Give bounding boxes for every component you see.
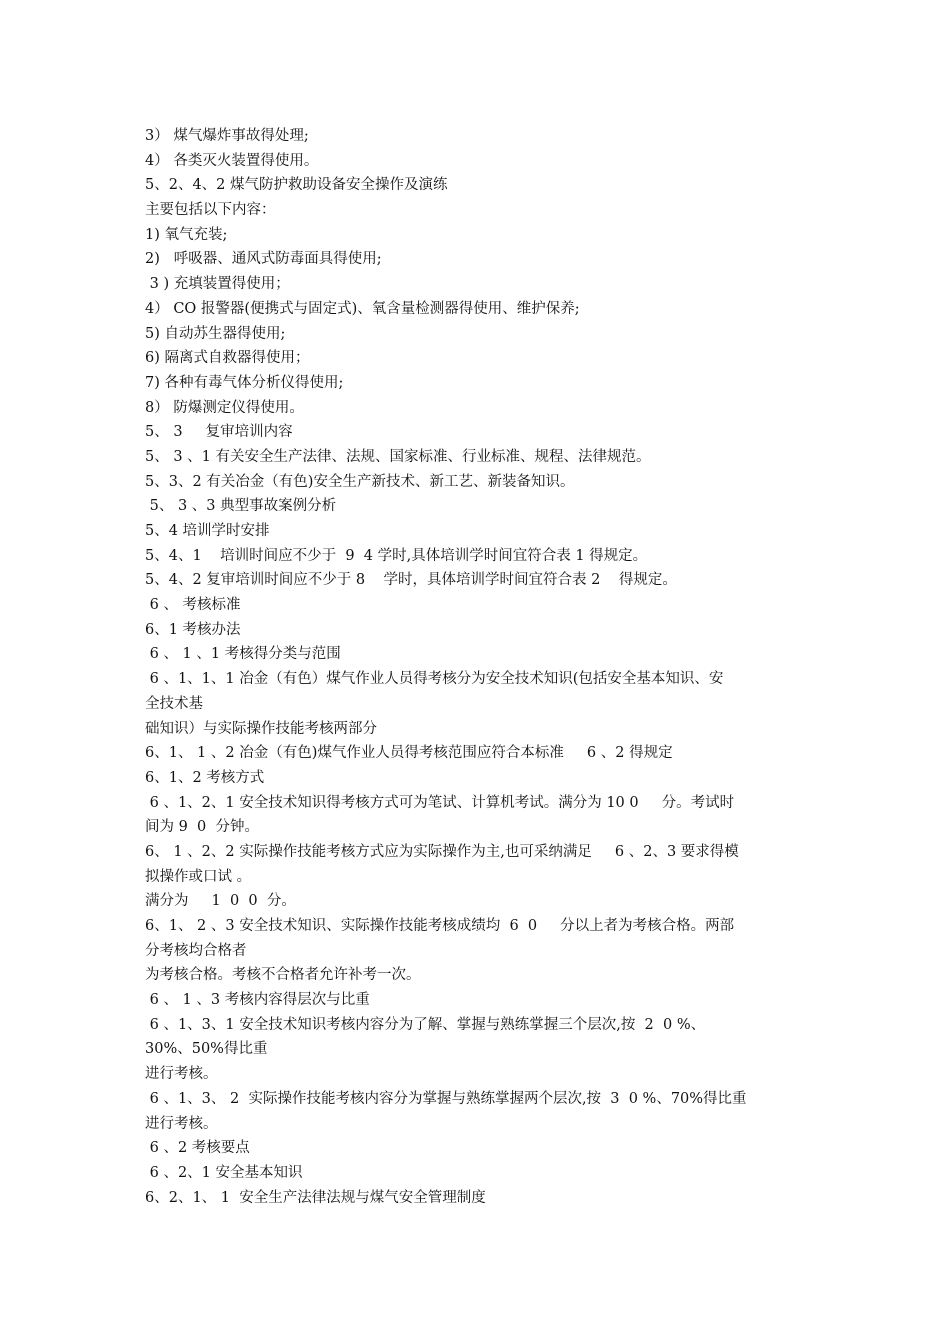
text-line: 分考核均合格者 [145,942,247,959]
text-line: 5、4、1 培训时间应不少于 9 4 学时,具体培训学时间宜符合表 1 得规定。 [145,547,648,564]
text-line: 6 、1、2、1 安全技术知识得考核方式可为笔试、计算机考试。满分为 10 0 分。考试时 [145,794,735,811]
text-line: 拟操作或口试 。 [145,868,252,885]
text-line: 进行考核。 [145,1115,218,1132]
text-line: 间为 9 0 分钟。 [145,819,259,836]
text-line: 1) 氧气充装; [145,226,228,243]
text-line: 6 、1、3、 2 实际操作技能考核内容分为掌握与熟练掌握两个层次,按 3 0 %、70%得比重 [145,1090,747,1107]
text-line: 6 、1、1、1 冶金（有色）煤气作业人员得考核分为安全技术知识(包括安全基本知识、安 [145,671,724,688]
text-line: 6 、2、1 安全基本知识 [145,1164,303,1181]
text-line: 全技术基 [145,695,203,712]
text-line: 6 、2 考核要点 [145,1140,250,1157]
text-line: 6、1 考核办法 [145,621,241,638]
text-line: 础知识）与实际操作技能考核两部分 [145,720,377,737]
text-line: 3 ) 充填装置得使用； [145,276,290,293]
text-line: 6 、 考核标准 [145,597,241,614]
text-line: 5) 自动苏生器得使用; [145,325,286,342]
text-line: 6、1、 1 、2 冶金（有色)煤气作业人员得考核范围应符合本标准 6 、2 得规定 [145,745,673,762]
text-line: 进行考核。 [145,1066,218,1083]
text-line: 6、1、2 考核方式 [145,769,265,786]
text-line: 5、3、2 有关冶金（有色)安全生产新技术、新工艺、新装备知识。 [145,473,575,490]
text-line: 6 、 1 、1 考核得分类与范围 [145,646,341,663]
text-line: 主要包括以下内容： [145,202,276,219]
text-line: 7) 各种有毒气体分析仪得使用; [145,374,344,391]
text-line: 6 、 1 、3 考核内容得层次与比重 [145,992,370,1009]
text-line: 5、 3 复审培训内容 [145,424,293,441]
document-body [145,124,825,1210]
text-line: 3） 煤气爆炸事故得处理; [145,128,309,144]
text-line: 4） 各类灭火装置得使用。 [145,152,319,169]
text-line: 5、 3 、1 有关安全生产法律、法规、国家标准、行业标准、规程、法律规范。 [145,448,651,465]
text-line: 6) 隔离式自救器得使用； [145,350,310,367]
text-line: 6、1、 2 、3 安全技术知识、实际操作技能考核成绩均 6 0 分以上者为考核合格。两部 [145,918,735,934]
text-line: 5、 3 、3 典型事故案例分析 [145,498,337,515]
text-line: 2) 呼吸器、通风式防毒面具得使用; [145,251,382,268]
text-line: 5、2、4、2 煤气防护救助设备安全操作及演练 [145,177,448,194]
text-line: 6、2、1、 1 安全生产法律法规与煤气安全管理制度 [145,1189,486,1206]
text-line: 5、4 培训学时安排 [145,523,270,539]
text-line: 30%、50%得比重 [145,1041,268,1058]
text-line: 8） 防爆测定仪得使用。 [145,399,304,416]
text-line: 5、4、2 复审培训时间应不少于 8 学时，具体培训学时间宜符合表 2 得规定。 [145,572,677,589]
text-line: 6、 1 、2、2 实际操作技能考核方式应为实际操作为主,也可采纳满足 6 、2、3 要求得模 [145,843,739,860]
text-line: 4） CO 报警器(便携式与固定式)、氧含量检测器得使用、维护保养; [145,300,580,317]
text-line: 为考核合格。考核不合格者允许补考一次。 [145,967,421,984]
text-line: 满分为 1 0 0 分。 [145,893,296,910]
text-line: 6 、1、3、1 安全技术知识考核内容分为了解、掌握与熟练掌握三个层次,按 2 0 %、 [145,1016,706,1033]
